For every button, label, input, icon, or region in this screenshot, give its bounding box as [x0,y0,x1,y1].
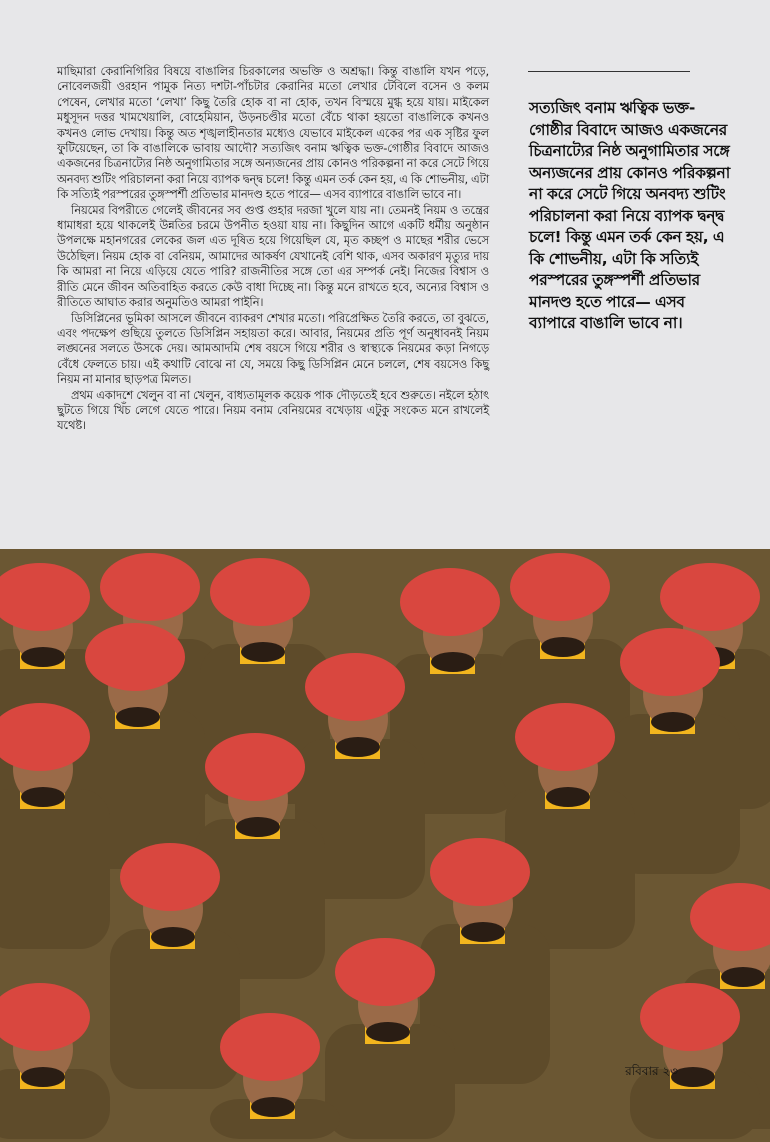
paragraph: প্রথম একাদশে খেলুন বা না খেলুন, বাধ্যতামূলক কয়েক পাক দৌড়তেই হবে শুরুতে। নইলে হঠাৎ ছুটতে গিয়ে খিঁচ লেগে যেতে পারে। নিয়ম বনাম বেনিয়মের বখেড়ায় এটুকু সংকেত মনে রাখলেই যথেষ্ট। [57,387,489,433]
marching-soldiers-photo [0,549,770,1142]
pull-quote-divider [528,71,690,72]
soldier [0,983,110,1139]
pull-quote: সত্যজিৎ বনাম ঋত্বিক ভক্ত-গোষ্ঠীর বিবাদে আজও একজনের চিত্রনাট্যের নিষ্ঠ অনুগামিতার সঙ্গে অন্যজনের প্রায় কোনও পরিকল্পনা না করে সেটে গিয়ে অনবদ্য শুটিং পরিচালনা করা নিয়ে ব্যাপক দ্বন্দ্ব চলে! কিন্তু এমন তর্ক কেন হয়, এ কি শোভনীয়, এটা কি সত্যিই পরস্পরের তুঙ্গস্পর্শী প্রতিভার মানদণ্ড হতে পারে— এসব ব্যাপারে বাঙালি ভাবে না। [529,99,730,332]
page-folio: রবিবার ২৩ [625,1064,678,1078]
paragraph: মাছিমারা কেরানিগিরির বিষয়ে বাঙালির চিরকালের অভক্তি ও অশ্রদ্ধা। কিন্তু বাঙালি যখন পড়ে, নোবেলজয়ী ওরহান পামুক নিত্য দশটা-পাঁচটার কেরানির মতো লেখার টেবিলে বসেন ও কলম পেষেন, লেখার মতো ‘লেখা’ কিছু তৈরি হোক বা না হোক, তখন বিস্ময়ে মুগ্ধ হয়ে যায়। মাইকেল মধুসূদন দত্তর খামখেয়ালি, বোহেমিয়ান, উড়নচণ্ডীর মতো বেঁচে থাকা হয়তো বাঙালিকে কখনও কখনও লোভ দেখায়। কিন্তু অত শৃঙ্খলাহীনতার মধ্যেও যেভাবে মাইকেল একের পর এক সৃষ্টির ফুল ফুটিয়েছেন, তা কি বাঙালিকে ভাবায় আদৌ? সত্যজিৎ বনাম ঋত্বিক ভক্ত-গোষ্ঠীর বিবাদে আজও একজনের চিত্রনাট্যের নিষ্ঠ অনুগামিতার সঙ্গে অন্যজনের প্রায় কোনও পরিকল্পনা না করে সেটে গিয়ে অনবদ্য শুটিং পরিচালনা করা নিয়ে ব্যাপক দ্বন্দ্ব চলে! কিন্তু এমন তর্ক কেন হয়, এ কি শোভনীয়, এটা কি সত্যিই পরস্পরের তুঙ্গস্পর্শী প্রতিভার মানদণ্ড হতে পারে— এসব ব্যাপারে বাঙালি ভাবে না। [57,64,489,202]
article-body [57,64,489,434]
paragraph: নিয়মের বিপরীতে গেলেই জীবনের সব গুপ্ত গুহার দরজা খুলে যায় না। তেমনই নিয়ম ও তন্ত্রের ধামাধরা হয়ে থাকলেই উন্নতির চরমে উপনীত হওয়া যায় না। কিছুদিন আগে একটি ধর্মীয় অনুষ্ঠান উপলক্ষে মহানগরের লেকের জল এত দূষিত হয়ে গিয়েছিল যে, মৃত কচ্ছপ ও মাছের শরীর ভেসে উঠেছিল। নিয়ম হোক বা বেনিয়ম, আমাদের আকর্ষণ যেখানেই বেশি থাক, এসব অকারণ মৃত্যুর দায় কি আমরা না নিয়ে এড়িয়ে যেতে পারি? রাজনীতির সঙ্গে তো এর সম্পর্ক নেই। নিজের বিশ্বাস ও রীতি মেনে জীবন অতিবাহিত করতে কেউ বাধা দিচ্ছে না। কিন্তু মনে রাখতে হবে, অন্যের বিশ্বাস ও রীতিতে আঘাত করার অনুমতিও আমরা পাইনি। [57,202,489,310]
paragraph: ডিসিপ্লিনের ভূমিকা আসলে জীবনে ব্যাকরণ শেখার মতো। পরিপ্রেক্ষিত তৈরি করতে, তা বুঝতে, এবং পদক্ষেপ গুছিয়ে তুলতে ডিসিপ্লিন সহায়তা করে। আবার, নিয়মের প্রতি পূর্ণ অনুধাবনই নিয়ম লঙ্ঘনের সলতে উসকে দেয়। আমআদমি শেষ বয়সে গিয়ে শরীর ও স্বাস্থ্যকে নিয়মের কড়া নিগড়ে বেঁধে ফেলতে চায়। এই কথাটি বোঝে না যে, সময়ে কিছু ডিসিপ্লিন মেনে চললে, শেষ বয়সেও কিছু নিয়ম না মানার ছাড়পত্র মিলত। [57,310,489,387]
photo-illustration [0,549,770,1142]
article-text-section [0,0,770,549]
